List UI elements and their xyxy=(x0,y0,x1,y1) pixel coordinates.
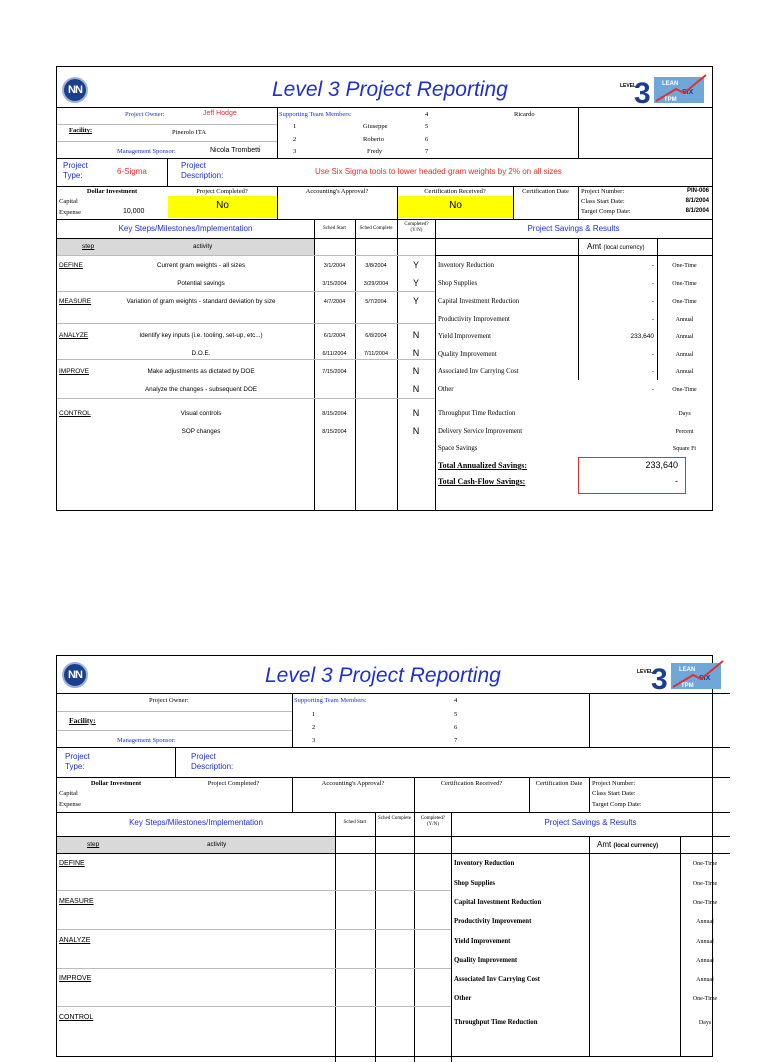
sched-complete-header: Sched Complete xyxy=(359,226,393,231)
savings-label: Yield Improvement xyxy=(454,938,511,945)
project-number-label: Project Number: xyxy=(581,188,625,195)
step-label-improve: IMPROVE xyxy=(59,975,92,982)
lean-six-tpm-badge xyxy=(637,659,727,696)
project-description-label: Project Description: xyxy=(181,161,224,180)
savings-period: Annual xyxy=(696,977,714,983)
team-num-3: 3 xyxy=(293,148,297,155)
team-num-1: 1 xyxy=(293,123,297,130)
step-activity: Variation of gram weights - standard deviation by size xyxy=(126,298,276,305)
team-num-5: 5 xyxy=(454,711,458,718)
team-num-6: 6 xyxy=(454,724,458,731)
step-label-define: DEFINE xyxy=(59,262,83,269)
savings-period: Days xyxy=(698,1020,712,1026)
step-label-measure: MEASURE xyxy=(59,898,94,905)
savings-period: Days xyxy=(678,411,691,417)
savings-results-header: Project Savings & Results xyxy=(527,224,620,233)
dollar-investment-label: Dollar Investment xyxy=(90,780,142,787)
completed-cell: N xyxy=(412,384,420,394)
total-annualized-label: Total Annualized Savings: xyxy=(438,461,528,470)
savings-label: Associated Inv Carrying Cost xyxy=(454,976,540,983)
badge-six: SIX xyxy=(699,675,711,682)
team-num-3: 3 xyxy=(312,737,316,744)
sched-complete-header: Sched Complete xyxy=(378,816,411,821)
badge-number: 3 xyxy=(634,77,651,110)
sched-start-header: Sched Start xyxy=(343,820,367,825)
savings-label: Throughput Time Reduction xyxy=(438,410,516,417)
completed-yn-header: Completed? (Y/N) xyxy=(404,222,429,233)
savings-period: Annual xyxy=(696,939,714,945)
project-completed-value: No xyxy=(168,196,277,218)
savings-period: Annual xyxy=(675,317,694,323)
completed-cell: N xyxy=(412,426,420,436)
team-num-1: 1 xyxy=(312,711,316,718)
nn-logo: NN xyxy=(62,77,88,103)
key-steps-header: Key Steps/Milestones/Implementation xyxy=(129,818,263,827)
step-label-measure: MEASURE xyxy=(59,298,92,305)
badge-tpm: TPM xyxy=(681,683,694,689)
dollar-investment-label: Dollar Investment xyxy=(86,188,138,195)
team-member-2: Roberto xyxy=(363,136,384,143)
step-label-control: CONTROL xyxy=(59,410,91,417)
project-number-label: Project Number: xyxy=(592,780,636,787)
supporting-team-label: Supporting Team Members: xyxy=(294,697,367,704)
badge-six: SIX xyxy=(682,89,694,96)
project-type-value: 6-Sigma xyxy=(117,167,147,176)
savings-label: Throughput Time Reduction xyxy=(454,1019,538,1026)
sched-start-cell: 6/11/2004 xyxy=(322,351,347,357)
badge-lean: LEAN xyxy=(662,81,679,87)
savings-amount: 233,640 xyxy=(630,333,654,340)
sched-start-cell: 6/1/2004 xyxy=(323,333,346,339)
target-comp-date-value: 8/1/2004 xyxy=(685,208,709,214)
savings-period: One-Time xyxy=(692,900,718,906)
project-completed-label: Project Completed? xyxy=(207,780,260,787)
report-form-blank xyxy=(56,655,718,1057)
savings-label: Shop Supplies xyxy=(438,280,478,287)
savings-amount: - xyxy=(651,351,654,358)
certification-date-label: Certification Date xyxy=(522,188,569,195)
savings-label: Inventory Reduction xyxy=(454,860,515,867)
total-cashflow-label: Total Cash-Flow Savings: xyxy=(438,477,526,486)
report-form-filled xyxy=(56,66,713,511)
mgmt-sponsor-label: Management Sponsor: xyxy=(117,148,176,155)
savings-amount: - xyxy=(651,316,654,323)
sched-complete-cell: 3/29/2004 xyxy=(363,281,389,287)
savings-label: Other xyxy=(454,995,472,1002)
sched-start-cell: 8/15/2004 xyxy=(322,411,347,417)
savings-amount: - xyxy=(651,280,654,287)
team-member-3: Fredy xyxy=(367,148,383,155)
facility-label: Facility: xyxy=(69,716,96,725)
savings-period: Annual xyxy=(696,958,714,964)
team-member-4: Ricardo xyxy=(514,111,535,118)
savings-label: Space Savings xyxy=(438,445,478,452)
completed-yn-header: Completed? (Y/N) xyxy=(420,816,446,827)
savings-amount: - xyxy=(651,386,654,393)
step-label-control: CONTROL xyxy=(59,1014,94,1021)
expense-label: Expense xyxy=(59,801,82,808)
facility-label: Facility: xyxy=(69,127,93,134)
class-start-date-value: 8/1/2004 xyxy=(685,198,709,204)
savings-period: One-Time xyxy=(692,861,718,867)
team-num-4: 4 xyxy=(454,697,458,704)
team-num-6: 6 xyxy=(425,136,429,143)
savings-period: Annual xyxy=(696,919,714,925)
sched-complete-cell: 3/8/2004 xyxy=(365,263,387,269)
savings-label: Other xyxy=(438,386,454,393)
step-label-analyze: ANALYZE xyxy=(59,937,91,944)
certification-received-label: Certification Received? xyxy=(440,780,503,787)
completed-cell: Y xyxy=(412,278,419,288)
savings-label: Quality Improvement xyxy=(454,957,518,964)
savings-label: Inventory Reduction xyxy=(438,262,495,269)
savings-period: Square Ft xyxy=(672,446,697,452)
savings-label: Capital Investment Reduction xyxy=(454,899,542,906)
savings-amount: - xyxy=(651,368,654,375)
total-cashflow-value: - xyxy=(675,476,678,486)
activity-header: activity xyxy=(207,841,227,848)
savings-period: One-Time xyxy=(692,996,718,1002)
project-owner-label: Project Owner: xyxy=(125,111,165,118)
expense-value: 10,000 xyxy=(123,208,145,215)
team-num-7: 7 xyxy=(425,148,429,155)
supporting-team-label: Supporting Team Members: xyxy=(279,111,352,118)
project-description-value: Use Six Sigma tools to lower headed gram weights by 2% on all sizes xyxy=(315,167,562,176)
certification-date-label: Certification Date xyxy=(535,780,583,787)
target-comp-date-label: Target Comp Date: xyxy=(581,208,631,215)
step-header: step xyxy=(82,243,95,250)
accounting-approval-label: Accounting's Approval? xyxy=(321,780,385,787)
savings-period: Percent xyxy=(675,429,694,435)
savings-label: Productivity Improvement xyxy=(454,918,532,925)
completed-cell: Y xyxy=(412,296,419,306)
nn-logo: NN xyxy=(62,662,88,688)
savings-label: Delivery Service Improvement xyxy=(438,428,523,435)
step-activity: Make adjustments as dictated by DOE xyxy=(147,368,255,375)
project-number-value: PIN-006 xyxy=(686,188,709,194)
capital-label: Capital xyxy=(59,198,78,205)
savings-period: Annual xyxy=(675,369,694,375)
team-num-7: 7 xyxy=(454,737,458,744)
step-label-improve: IMPROVE xyxy=(59,368,89,375)
savings-label: Capital Investment Reduction xyxy=(438,298,520,305)
sched-start-cell: 3/1/2004 xyxy=(323,263,346,269)
sched-complete-cell: 7/11/2004 xyxy=(363,351,389,357)
savings-period: One-Time xyxy=(672,387,697,393)
step-label-define: DEFINE xyxy=(59,860,85,867)
savings-period: One-Time xyxy=(672,281,697,287)
savings-period: One-Time xyxy=(692,881,718,887)
certification-received-value: No xyxy=(398,196,513,218)
savings-label: Yield Improvement xyxy=(438,333,492,340)
team-num-2: 2 xyxy=(312,724,316,731)
step-label-analyze: ANALYZE xyxy=(59,332,89,339)
team-num-5: 5 xyxy=(425,123,429,130)
certification-received-label: Certification Received? xyxy=(424,188,486,195)
activity-header: activity xyxy=(193,243,213,250)
amt-header: Amt (local currency) xyxy=(587,242,645,251)
savings-label: Associated Inv Carrying Cost xyxy=(438,368,519,375)
amt-header: Amt (local currency) xyxy=(597,840,659,849)
badge-lean: LEAN xyxy=(679,667,696,673)
mgmt-sponsor-label: Management Sponsor: xyxy=(117,737,176,744)
completed-cell: N xyxy=(412,366,420,376)
step-activity: Visual controls xyxy=(180,410,222,417)
completed-cell: Y xyxy=(412,260,419,270)
team-num-2: 2 xyxy=(293,136,297,143)
step-activity: Potential savings xyxy=(177,280,225,287)
expense-label: Expense xyxy=(59,209,82,216)
savings-period: One-Time xyxy=(672,299,697,305)
savings-results-header: Project Savings & Results xyxy=(544,818,637,827)
badge-number: 3 xyxy=(651,663,668,696)
project-description-label: Project Description: xyxy=(191,752,234,771)
sched-complete-cell: 6/8/2004 xyxy=(365,333,387,339)
step-activity: SOP changes xyxy=(181,428,221,435)
project-owner-label: Project Owner: xyxy=(149,697,189,704)
sched-complete-cell: 5/7/2004 xyxy=(365,299,387,305)
total-annualized-value: 233,640 xyxy=(645,460,678,470)
mgmt-sponsor-value: Nicola Trombetti xyxy=(210,147,261,154)
savings-period: Annual xyxy=(675,334,694,340)
badge-level-text: LEVEL xyxy=(620,83,637,89)
key-steps-header: Key Steps/Milestones/Implementation xyxy=(118,224,253,233)
completed-cell: N xyxy=(412,348,420,358)
savings-label: Shop Supplies xyxy=(454,880,495,887)
sched-start-cell: 7/15/2004 xyxy=(322,369,347,375)
completed-cell: N xyxy=(412,330,420,340)
form-title: Level 3 Project Reporting xyxy=(265,664,501,687)
badge-level-text: LEVEL xyxy=(637,669,654,675)
savings-label: Productivity Improvement xyxy=(438,316,510,323)
class-start-date-label: Class Start Date: xyxy=(592,790,636,797)
capital-label: Capital xyxy=(59,790,78,797)
class-start-date-label: Class Start Date: xyxy=(581,198,625,205)
project-completed-label: Project Completed? xyxy=(196,188,248,195)
savings-label: Quality Improvement xyxy=(438,351,497,358)
project-owner-value: Jeff Hodge xyxy=(203,110,237,117)
step-header: step xyxy=(87,841,100,848)
project-type-label: Project Type: xyxy=(63,161,88,180)
step-activity: D.O.E. xyxy=(191,350,211,357)
savings-period: Annual xyxy=(675,352,694,358)
sched-start-header: Sched Start xyxy=(323,226,346,231)
step-activity: Identify key inputs (i.e. tooling, set-up, etc...) xyxy=(139,332,263,339)
team-member-1: Giuseppe xyxy=(363,123,388,130)
sched-start-cell: 4/7/2004 xyxy=(323,299,346,305)
target-comp-date-label: Target Comp Date: xyxy=(592,801,642,808)
savings-period: One-Time xyxy=(672,263,697,269)
form-title: Level 3 Project Reporting xyxy=(272,78,508,101)
accounting-approval-label: Accounting's Approval? xyxy=(305,188,369,195)
savings-amount: - xyxy=(651,262,654,269)
lean-six-tpm-badge xyxy=(620,73,710,110)
sched-start-cell: 3/15/2004 xyxy=(322,281,347,287)
savings-amount: - xyxy=(651,298,654,305)
project-type-label: Project Type: xyxy=(65,752,90,771)
completed-cell: N xyxy=(412,408,420,418)
step-activity: Current gram weights - all sizes xyxy=(156,262,246,269)
sched-start-cell: 8/15/2004 xyxy=(322,429,347,435)
step-activity: Analyze the changes - subsequent DOE xyxy=(144,386,257,393)
facility-value: Pinerolo ITA xyxy=(172,129,206,136)
badge-tpm: TPM xyxy=(664,97,677,103)
team-num-4: 4 xyxy=(425,111,429,118)
